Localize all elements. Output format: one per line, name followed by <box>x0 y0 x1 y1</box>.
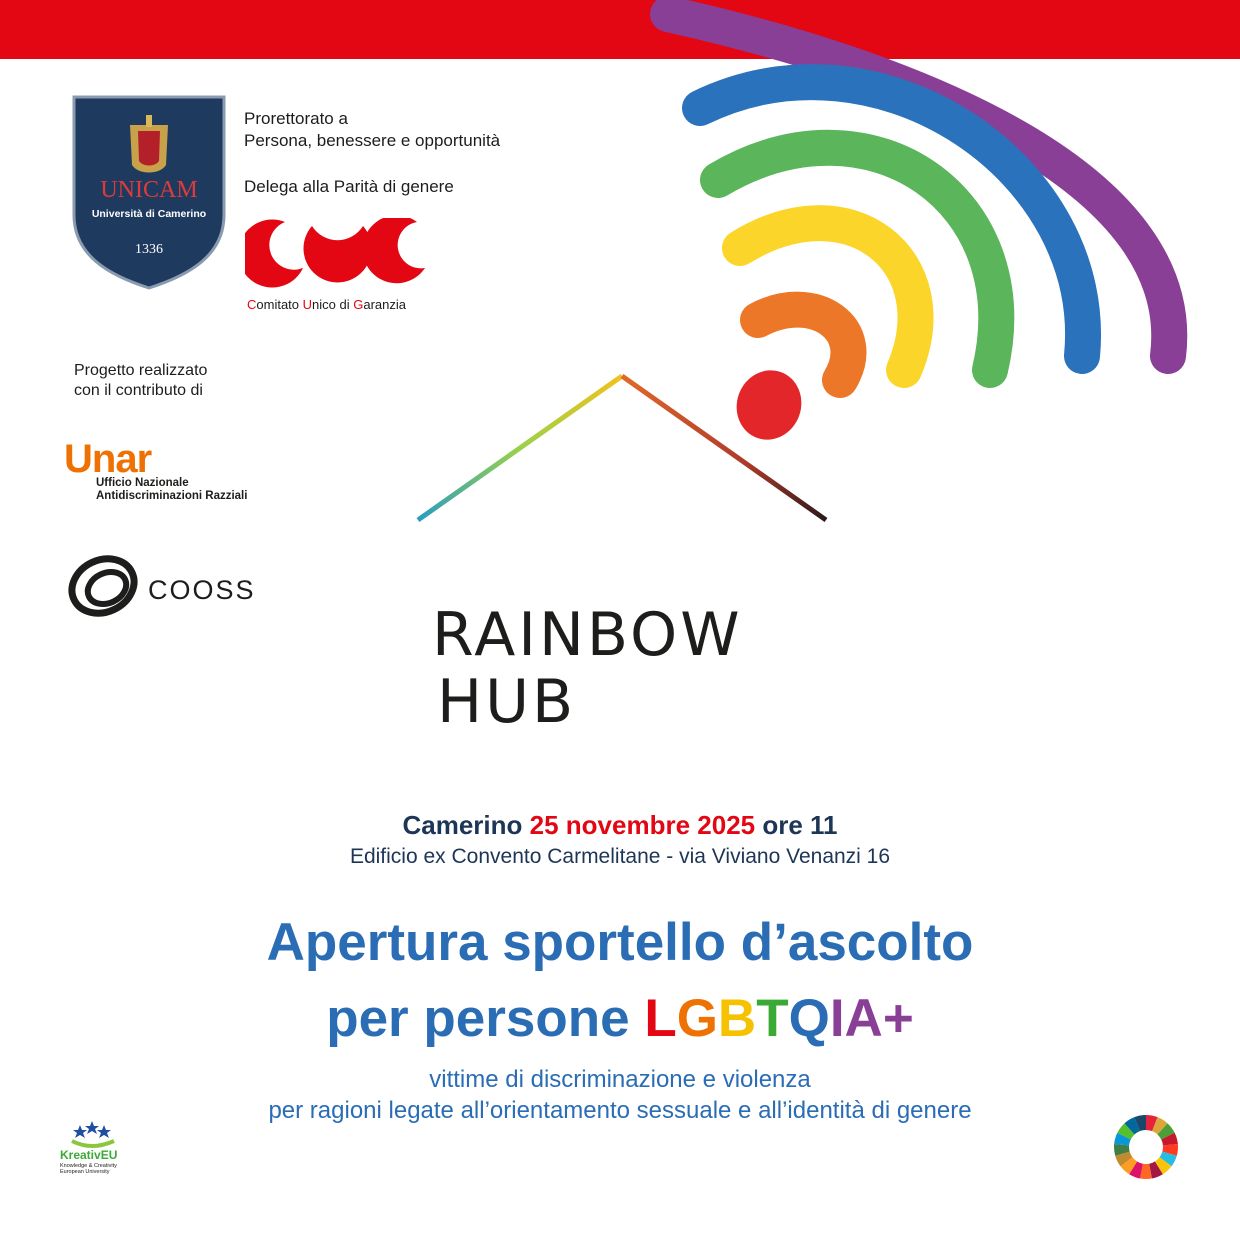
lgbtqia-letter: G <box>676 989 718 1048</box>
cooss-logo-word: COOSS <box>148 575 256 605</box>
rainbow-hub-line-1: RAINBOW <box>432 600 743 670</box>
headline-line-1: Apertura sportello d’ascolto <box>266 913 974 972</box>
lgbtqia-letter: I <box>829 989 845 1048</box>
cug-logo-icon <box>245 218 430 290</box>
unicam-shield-logo <box>70 95 228 290</box>
signal-arc-yellow <box>740 223 915 370</box>
lgbtqia-letter: B <box>717 989 757 1048</box>
headline-line-2 <box>0 988 1240 1050</box>
sdg-wheel-icon <box>1113 1114 1179 1180</box>
event-date: 25 novembre 2025 <box>529 810 756 840</box>
lgbtqia-word <box>644 989 913 1048</box>
kreativeu-line-1: Knowledge & Creativity <box>60 1163 117 1169</box>
unar-line-1: Ufficio Nazionale <box>96 477 189 489</box>
unar-subtitle <box>96 477 247 503</box>
cooss-logo-icon <box>65 554 145 618</box>
unicam-name: UNICAM <box>100 177 198 203</box>
prorettorato-name: Persona, benessere e opportunità <box>244 131 501 150</box>
rainbow-hub-line-2: HUB <box>437 667 577 737</box>
contribution-line-1: Progetto realizzato <box>74 362 208 379</box>
subline-1: vittime di discriminazione e violenza <box>429 1066 811 1093</box>
unicam-subtitle: Università di Camerino <box>91 208 207 220</box>
lgbtqia-letter: A <box>844 989 883 1048</box>
unicam-year: 1336 <box>135 242 163 257</box>
subline-2: per ragioni legate all’orientamento sessuale e all’identità di genere <box>268 1097 972 1124</box>
lgbtqia-letter: L <box>644 989 677 1048</box>
unar-logo-word: Unar <box>64 437 152 481</box>
event-city: Camerino <box>402 810 523 840</box>
stars-icon <box>73 1121 111 1138</box>
event-time: ore 11 <box>762 810 838 840</box>
cug-caption: Comitato Unico di Garanzia <box>247 297 406 312</box>
kreativeu-line-2: European University <box>60 1169 110 1175</box>
unar-line-2: Antidiscriminazioni Razziali <box>96 490 248 502</box>
event-venue: Edificio ex Convento Carmelitane - via Viviano Venanzi 16 <box>349 845 891 868</box>
event-date-line <box>0 810 1240 841</box>
lgbtqia-letter: T <box>756 989 789 1048</box>
lgbtqia-letter: Q <box>788 989 830 1048</box>
prorettorato-line: Prorettorato a <box>244 109 348 128</box>
contribution-line-2: con il contributo di <box>74 382 203 399</box>
headline-prefix: per persone <box>326 989 645 1048</box>
kreativeu-word: KreativEU <box>60 1148 118 1162</box>
kreativeu-logo <box>52 1115 152 1177</box>
lgbtqia-letter: + <box>882 989 914 1048</box>
delega-line: Delega alla Parità di genere <box>244 177 454 196</box>
contribution-label <box>74 361 207 401</box>
